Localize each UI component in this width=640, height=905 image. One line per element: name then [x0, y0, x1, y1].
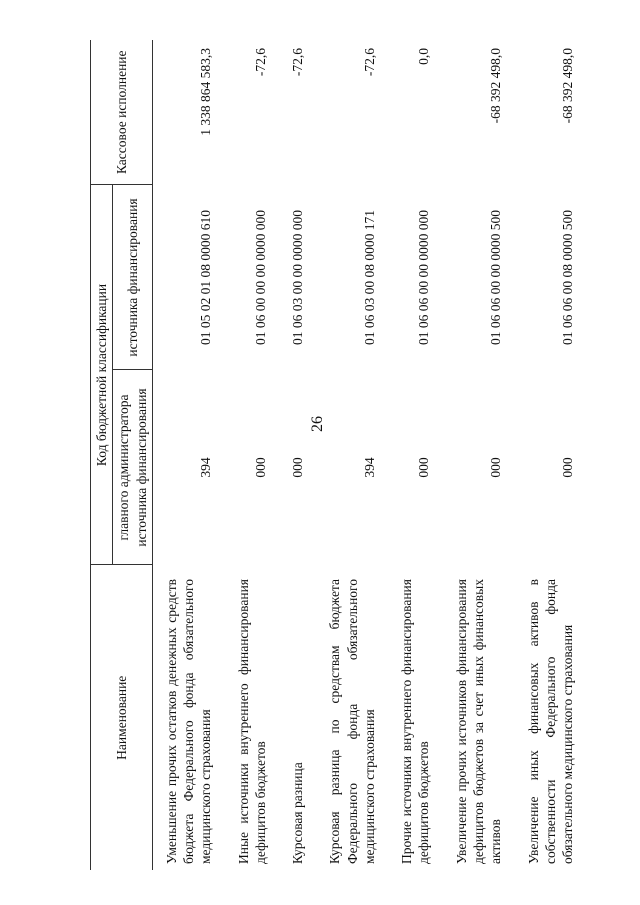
- row-name: Курсовая разница по средствам бюджета Федерального фонда обязательного медицинского страхования: [327, 579, 377, 864]
- row-source-code: 01 06 06 00 08 0000 500: [560, 210, 576, 345]
- row-name: Увеличение прочих источников финансирования дефицитов бюджетов за счет иных финансовых активов: [453, 579, 504, 864]
- row-source-code: 01 05 02 01 08 0000 610: [198, 210, 214, 345]
- table-row: [515, 40, 587, 870]
- row-amount: -68 392 498,0: [560, 48, 576, 124]
- row-amount: -72,6: [290, 48, 306, 77]
- table-row: [316, 40, 388, 870]
- row-admin-code: 000: [560, 457, 576, 478]
- row-admin-code: 394: [361, 457, 377, 478]
- row-source-code: 01 06 00 00 00 0000 000: [252, 210, 268, 345]
- table-row: [443, 40, 515, 870]
- row-name: Курсовая разница: [290, 762, 306, 864]
- row-name: Уменьшение прочих остатков денежных средств бюджета Федерального фонда обязательного медицинского страхования: [163, 579, 214, 864]
- table-row: [225, 40, 280, 870]
- header-source-code: источника финансирования: [113, 185, 153, 370]
- row-admin-code: 394: [198, 457, 214, 478]
- row-amount: -72,6: [361, 48, 377, 77]
- row-source-code: 01 06 06 00 00 0000 000: [416, 210, 432, 345]
- row-amount: 0,0: [416, 48, 432, 65]
- page-number: 26: [309, 416, 326, 432]
- row-name: Иные источники внутреннего финансирования дефицитов бюджетов: [235, 579, 268, 864]
- budget-sources-table: [90, 40, 586, 870]
- table-row: [152, 40, 224, 870]
- document-page: [90, 40, 576, 870]
- row-source-code: 01 06 03 00 00 0000 000: [290, 210, 306, 345]
- row-admin-code: 000: [488, 457, 504, 478]
- row-source-code: 01 06 06 00 00 0000 500: [488, 210, 504, 345]
- row-admin-code: 000: [252, 457, 268, 478]
- header-admin-code: главного администратора источника финансирования: [113, 370, 153, 565]
- row-source-code: 01 06 03 00 08 0000 171: [361, 210, 377, 345]
- header-name: Наименование: [91, 565, 153, 870]
- header-classification: Код бюджетной классификации: [91, 185, 113, 565]
- row-amount: 1 338 864 583,3: [198, 48, 214, 136]
- row-amount: -72,6: [252, 48, 268, 77]
- table-row: [279, 40, 316, 870]
- row-name: Прочие источники внутреннего финансирования дефицитов бюджетов: [399, 579, 432, 864]
- table-row: [388, 40, 443, 870]
- header-cash-execution: Кассовое исполнение: [91, 40, 153, 185]
- row-amount: -68 392 498,0: [488, 48, 504, 124]
- row-name: Увеличение иных финансовых активов в собственности Федерального фонда обязательного медицинского страхования: [525, 579, 576, 864]
- row-admin-code: 000: [290, 457, 306, 478]
- row-admin-code: 000: [416, 457, 432, 478]
